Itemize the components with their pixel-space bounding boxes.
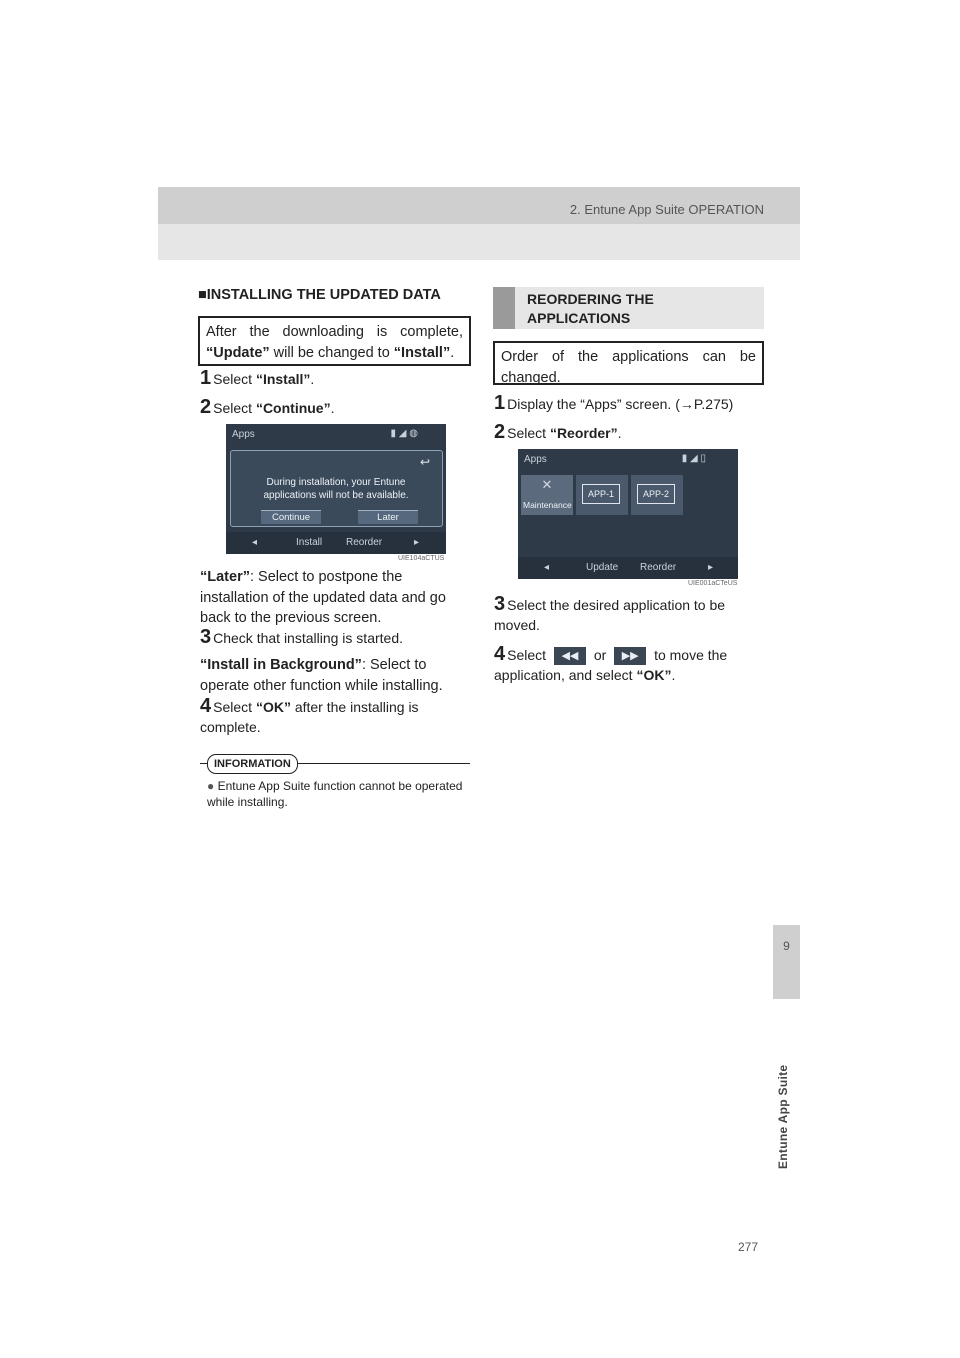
screen-title: Apps xyxy=(524,454,547,465)
app-2-tile[interactable] xyxy=(631,475,683,515)
image-code: UIE104aCTUS xyxy=(398,555,445,562)
app-1-button[interactable]: APP-1 xyxy=(582,484,620,504)
chapter-number: 9 xyxy=(783,939,790,953)
reorder-tab[interactable]: Reorder xyxy=(640,562,677,573)
image-code: UIE001aCTeUS xyxy=(688,580,738,587)
prev-arrow-icon[interactable]: ◂ xyxy=(544,562,550,573)
move-right-icon: ▶▶ xyxy=(614,647,646,665)
step-reorder-2: 2 Select “Reorder”. xyxy=(494,421,622,443)
background-note: “Install in Background”: Select to operate other function while installing. xyxy=(200,657,443,694)
install-tab[interactable]: Install xyxy=(296,537,323,548)
chapter-label: Entune App Suite xyxy=(776,1064,790,1169)
step-install-1: 1 Select “Install”. xyxy=(200,367,315,389)
header-title: 2. Entune App Suite OPERATION xyxy=(569,202,764,217)
status-icons: ▮ ◢ ▯ xyxy=(681,453,706,464)
bullet-icon: ● xyxy=(207,779,215,793)
later-note: “Later”: Select to postpone the installation of the updated data and go back to the previous screen. xyxy=(200,569,446,626)
step-reorder-4: 4 Select ◀◀ or ▶▶ to move the application, and select “OK”. xyxy=(494,643,728,684)
app-2-button[interactable]: APP-2 xyxy=(637,484,675,504)
reorder-tab[interactable]: Reorder xyxy=(346,537,383,548)
section-title-reordering: REORDERING THE APPLICATIONS xyxy=(493,287,764,329)
step-install-4: 4 Select “OK” after the installing is complete. xyxy=(200,695,419,735)
install-dialog xyxy=(230,450,443,527)
information-label: INFORMATION xyxy=(207,754,298,774)
continue-button[interactable]: Continue xyxy=(261,510,321,524)
section-title-installing: ■INSTALLING THE UPDATED DATA xyxy=(198,287,441,303)
step-install-2: 2 Select “Continue”. xyxy=(200,396,335,418)
header-band xyxy=(158,187,800,224)
next-arrow-icon[interactable]: ▸ xyxy=(414,537,420,548)
move-left-icon: ◀◀ xyxy=(554,647,586,665)
page-number: 277 xyxy=(738,1240,759,1254)
step-install-3: 3 Check that installing is started. xyxy=(200,626,403,648)
update-tab[interactable]: Update xyxy=(586,562,619,573)
app-1-tile[interactable] xyxy=(576,475,628,515)
screenshot-install-dialog xyxy=(226,424,446,554)
back-icon[interactable]: ↩ xyxy=(420,455,431,469)
intro-box-install: After the downloading is complete, “Update” will be changed to “Install”. xyxy=(198,316,471,366)
next-arrow-icon[interactable]: ▸ xyxy=(708,562,714,573)
chapter-tab xyxy=(773,925,800,999)
prev-arrow-icon[interactable]: ◂ xyxy=(252,537,258,548)
step-reorder-1: 1 Display the “Apps” screen. (→P.275) xyxy=(494,392,734,414)
intro-box-reorder: Order of the applications can be changed. xyxy=(493,341,764,385)
bottom-bar xyxy=(226,532,446,554)
wrench-icon: ✕ xyxy=(541,477,553,492)
bottom-bar xyxy=(518,557,738,579)
maintenance-tile[interactable]: ✕ Maintenance xyxy=(521,475,573,515)
screen-title: Apps xyxy=(232,429,255,440)
screenshot-apps-reorder xyxy=(518,449,738,579)
status-icons: ▮ ◢ ◍ xyxy=(390,428,418,439)
later-button[interactable]: Later xyxy=(358,510,418,524)
information-text: ● Entune App Suite function cannot be operated while installing. xyxy=(207,779,463,809)
dialog-message: During installation, your Entune applications will not be available. xyxy=(263,477,409,501)
step-reorder-3: 3 Select the desired application to be moved. xyxy=(494,593,726,633)
header-band-lower xyxy=(158,224,800,260)
